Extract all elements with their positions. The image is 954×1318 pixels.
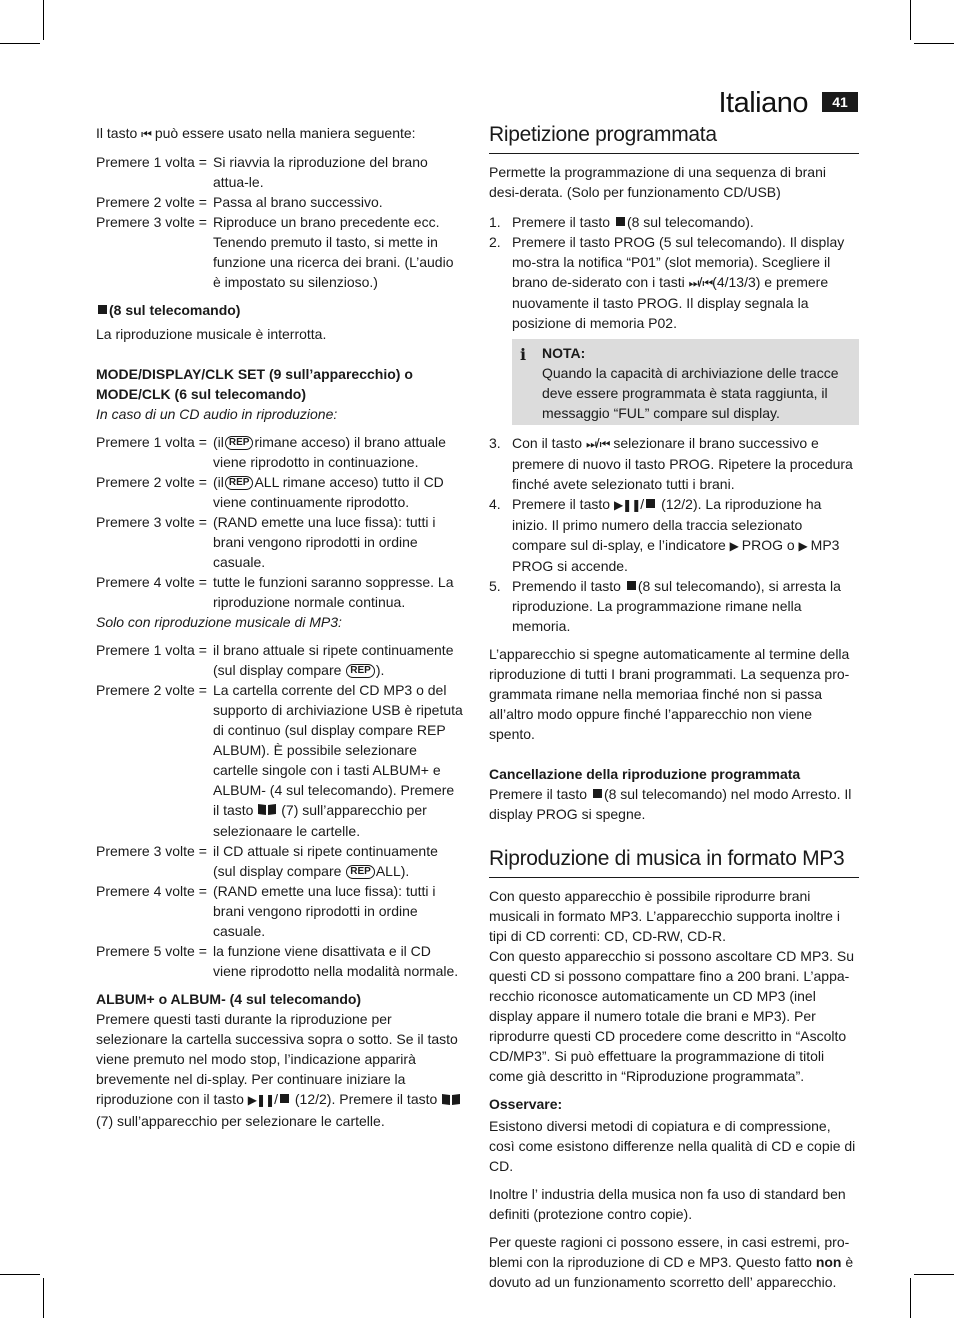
list-item: Premere 1 volta = il brano attuale si ripete continuamente (sul display compare REP ). <box>96 642 454 678</box>
left-column <box>96 123 464 1131</box>
stop-icon <box>646 499 655 508</box>
list-item: Premere 3 volte = Riproduce un brano precedente ecc. Tenendo premuto il tasto, si mette in funzione una ricerca dei brani. (L’audio è impostato su silenzioso.) <box>96 214 454 290</box>
list-item: 4. Premere il tasto ▶❚❚/ (12/2). La riproduzione ha inizio. Il primo numero della traccia selezionato compare sul di-splay, e l’indicatore ▶ PROG o ▶ MP3 PROG si accende. <box>489 496 840 574</box>
rep-icon: REP <box>225 436 254 450</box>
auto-off-text: L’apparecchio si spegne automaticamente al termine della riproduzione di tutti I brani programmati. La sequenza pro-grammata rimane nella memoriaa finché non si passa all’altro modo oppure finché l’apparecchio non viene spento. <box>489 646 850 742</box>
rep-icon: REP <box>346 664 375 678</box>
rep-icon: REP <box>225 476 254 490</box>
list-item: 2. Premere il tasto PROG (5 sul telecomando). Il display mo-stra la notifica “P01” (slot memoria). Scegliere il brano de-siderato con i tasti ⏭/⏮(4/13/3) e premere nuovamente il tasto PROG. Il display segnala la posizione di memoria P02. <box>489 234 845 331</box>
stop-icon <box>280 1094 289 1103</box>
list-item: Premere 3 volte = (RAND emette una luce fissa): tutti i brani vengono riprodotti in ordine casuale. <box>96 514 436 570</box>
stop-text: La riproduzione musicale è interrotta. <box>96 326 327 342</box>
section-title-prog: Ripetizione programmata <box>489 122 859 154</box>
stop-icon <box>616 217 625 226</box>
observe-para-2: Inoltre l’ industria della musica non fa uso di standard ben definiti (protezione contro copie). <box>489 1186 846 1222</box>
next-icon: ⏭ <box>688 276 699 290</box>
crop-mark <box>0 43 40 44</box>
crop-mark <box>0 1274 40 1275</box>
list-item: Premere 1 volta = (il REP rimane acceso) il brano attuale viene riprodotto in continuazione. <box>96 434 446 470</box>
list-item: Premere 1 volta = Si riavvia la riproduzione del brano attua-le. <box>96 154 428 190</box>
prog-intro: Permette la programmazione di una sequenza di brani desi-derata. (Solo per funzionamento CD/USB) <box>489 164 826 200</box>
list-item: Premere 5 volte = la funzione viene disattivata e il CD viene riprodotto nella modalità normale. <box>96 943 459 980</box>
mp3-caption: Solo con riproduzione musicale di MP3: <box>96 614 342 630</box>
mp3-para-2: Con questo apparecchio si possono ascoltare CD MP3. Su questi CD si possono compattare fino a 200 brani. L’appa-recchio riconosce automaticamente un CD MP3 (inel display appare il numero totale die brani e MP3). Per riprodurre questi CD procedere come descritto in “Ascolto CD/MP3”. Si può effettuare la programmazione di titoli come già descritto in “Riproduzione programmata”. <box>489 948 854 1084</box>
mp3-para-1: Con questo apparecchio è possibile riprodurre brani musicali in formato MP3. L’apparecchio supporta inoltre i tipi di CD correnti: CD, CD-RW, CD-R. <box>489 888 840 944</box>
list-item: Premere 3 volte = il CD attuale si ripete continuamente (sul display compare REP ALL). <box>96 843 438 880</box>
crop-mark <box>43 1278 44 1318</box>
play-icon: ▶ <box>798 539 807 553</box>
list-item: Premere 4 volte = tutte le funzioni saranno soppresse. La riproduzione normale continua. <box>96 574 454 610</box>
crop-mark <box>910 0 911 40</box>
play-icon: ▶ <box>729 539 738 553</box>
prev-intro: Il tasto ⏮ può essere usato nella maniera seguente: <box>96 125 416 141</box>
book-icon <box>257 801 277 821</box>
cd-repeat-list <box>96 432 464 612</box>
pause-icon: ❚❚ <box>256 1093 275 1108</box>
pause-icon: ❚❚ <box>622 498 641 512</box>
next-icon: ⏭ <box>585 437 596 451</box>
prog-steps <box>489 212 859 333</box>
list-item: Premere 2 volte = (il REP ALL rimane acceso) tutto il CD viene continuamente riprodotto. <box>96 474 444 510</box>
page-header-title: Italiano <box>718 87 808 119</box>
list-item: Premere 2 volte = La cartella corrente del CD MP3 o del supporto di archiviazione USB è ripetuta di continuo (sul display compare REP ALBUM). È possibile selezionare cartelle singole con i tasti ALBUM+ e ALBUM- (4 sul telecomando). Premere il tasto (7) sull’apparecchio per selezionaare le cartelle. <box>96 682 463 840</box>
list-item: Premere 2 volte = Passa al brano successivo. <box>96 194 383 210</box>
crop-mark <box>910 1278 911 1318</box>
book-icon <box>441 1091 461 1111</box>
rep-icon: REP <box>346 865 375 879</box>
observe-para-1: Esistono diversi metodi di copiatura e di compressione, così come esistono differenze nella qualità di CD e copie di CD. <box>489 1118 856 1174</box>
cancel-heading: Cancellazione della riproduzione programmata <box>489 766 801 782</box>
album-text: Premere questi tasti durante la riproduzione per selezionare la cartella successiva sopra o sotto. Se il tasto viene premuto nel modo stop, l’indicazione apparirà brevemente nel di-splay. Per continuare iniziare la riproduzione con il tasto ▶❚❚/ (12/2). Premere il tasto (7) sull’apparecchio per selezionare le cartelle. <box>96 1009 464 1130</box>
note-box: i NOTA: Quando la capacità di archiviazione delle tracce deve essere programmata è stata raggiunta, il messaggio “FUL” compare sul display. <box>512 339 859 425</box>
mode-heading: MODE/DISPLAY/CLK SET (9 sull’apparecchio) o MODE/CLK (6 sul telecomando) <box>96 366 413 402</box>
prog-steps-2 <box>489 433 859 636</box>
prev-button-list <box>96 152 464 292</box>
crop-mark <box>43 0 44 40</box>
page-number-badge: 41 <box>822 92 858 112</box>
play-icon: ▶ <box>613 498 623 512</box>
cd-caption: In caso di un CD audio in riproduzione: <box>96 406 338 422</box>
prev-icon: ⏮ <box>702 276 713 290</box>
section-title-mp3: Riproduzione di musica in formato MP3 <box>489 846 859 878</box>
observe-heading: Osservare: <box>489 1096 563 1112</box>
prev-icon: ⏮ <box>599 437 610 451</box>
stop-heading: (8 sul telecomando) <box>96 300 464 320</box>
stop-icon <box>627 581 636 590</box>
observe-para-3: Per queste ragioni ci possono essere, in casi estremi, pro-blemi con la riproduzione di CD e MP3. Questo fatto non è dovuto ad un funzionamento scorretto dell’ apparecchio. <box>489 1234 854 1290</box>
crop-mark <box>914 1274 954 1275</box>
list-item: 1. Premere il tasto (8 sul telecomando). <box>489 214 754 230</box>
list-item: 3. Con il tasto ⏭/⏮ selezionare il brano successivo e premere di nuovo il tasto PROG. Ripetere la procedura finché avete selezionato tutti i brani. <box>489 435 853 492</box>
stop-icon <box>98 305 107 314</box>
play-icon: ▶ <box>247 1093 256 1108</box>
prev-icon: ⏮ <box>141 127 151 141</box>
crop-mark <box>914 43 954 44</box>
mp3-repeat-list <box>96 640 464 981</box>
stop-icon <box>593 789 602 798</box>
list-item: Premere 4 volte = (RAND emette una luce fissa): tutti i brani vengono riprodotti in ordine casuale. <box>96 883 436 940</box>
cancel-text: Premere il tasto (8 sul telecomando) nel modo Arresto. Il display PROG si spegne. <box>489 786 852 822</box>
right-column <box>489 122 859 1292</box>
album-heading: ALBUM+ o ALBUM- (4 sul telecomando) <box>96 991 362 1008</box>
info-icon: i <box>520 345 527 364</box>
list-item: 5. Premendo il tasto (8 sul telecomando), si arresta la riproduzione. La programmazione rimane nella memoria. <box>489 578 841 634</box>
